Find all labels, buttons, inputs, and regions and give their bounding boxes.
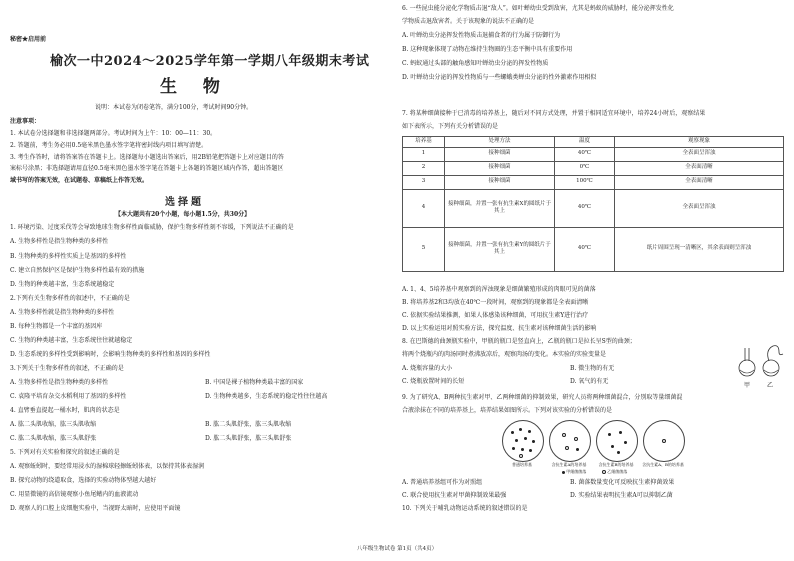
question-line: 学物质击退敌害者。关于该现象的说法不正确的是 xyxy=(402,18,535,25)
flask-label-right: 乙 xyxy=(767,382,774,389)
table-cell: 接种细菌 xyxy=(445,147,555,161)
note-line: 1. 本试卷分选择题和非选择题两部分。考试时间为上午：10：00—11：30。 xyxy=(10,130,217,137)
question-line: 10. 下列关于哺乳动物运动系统的叙述错误的是 xyxy=(402,505,528,512)
table-cell: 全表面呈浑浊 xyxy=(615,147,784,161)
question-line: 4. 直臂垂直提起一桶水时，肌肉的状态是 xyxy=(10,407,120,414)
question-line: 2.下列有关生物多样性的叙述中，不正确的是 xyxy=(10,295,130,302)
question-line: 5. 下列对有关实验和探究的叙述正确的是 xyxy=(10,449,120,456)
question-option: B. 每种生物都是一个丰富的基因库 xyxy=(10,323,103,330)
flask-label-left: 甲 xyxy=(744,382,751,389)
question-option: B. 微生物的有无 xyxy=(570,365,615,372)
question-option: C. 烧瓶放置时间的长短 xyxy=(402,378,465,385)
question-option: A. 1、4、5培养基中观察到的浑浊现象是细菌繁殖形成的肉眼可见的菌落 xyxy=(402,286,596,293)
question-line: 8. 在巴斯德的曲颈瓶实验中，甲瓶的瓶口是竖直向上，乙瓶的瓶口是拉长呈S型的曲颈； xyxy=(402,338,636,345)
note-line: 域书写的答案无效，在试题卷、草稿纸上作答无效。 xyxy=(10,177,149,184)
petri-dish-normal xyxy=(502,420,544,462)
page-footer: 八年级生物试卷 第1页（共4页） xyxy=(356,546,438,552)
question-option: C. 生物的种类越丰富，生态系统往往就越稳定 xyxy=(10,337,133,344)
question-line: 将两个烧瓶内的肉汤同时煮沸放凉后，观察肉汤的变化。本实验的实验变量是 xyxy=(402,351,607,358)
flask-illustration xyxy=(735,336,785,390)
table-row xyxy=(403,147,784,161)
petri-dish-antibiotic-ab xyxy=(643,420,685,462)
legend-b xyxy=(602,469,627,475)
question-option: D. 叶蝉幼虫分泌的挥发性物质与一些螺蛾类蝉虫分泌的性外激素作用相似 xyxy=(402,74,597,81)
question-option: B. 生物种类的多样性实质上是基因的多样性 xyxy=(10,253,127,260)
legend-a xyxy=(562,469,586,475)
question-line: 1. 环境污染、过度采伐等会导致地球生物多样性面临威胁，保护生物多样性刻不容缓，下列说法不正确的是 xyxy=(10,224,294,231)
table-row xyxy=(403,175,784,189)
question-line: 9. 为了研究A、B两种抗生素对甲、乙两种细菌的抑制效果，研究人员将两种细菌混合，分别取等量细菌混 xyxy=(402,394,683,401)
table-cell: 接种细菌，并置一张有抗生素Y的圆纸片于其上 xyxy=(445,227,555,271)
question-option: D. 观察人的口腔上皮细胞实验中，当视野太暗时，应使用平面镜 xyxy=(10,505,181,512)
question-option: A. 生物多样性就是指生物种类的多样性 xyxy=(10,309,115,316)
question-option: A. 肱二头肌收缩，肱三头肌收缩 xyxy=(10,421,97,428)
notes-heading: 注意事项： xyxy=(10,118,41,125)
table-cell: 全表面清晰 xyxy=(615,161,784,175)
dish-label: 含抗生素B的培养基 xyxy=(598,462,634,467)
question-option: A. 生物多样性是指生物种类的多样性 xyxy=(10,379,109,386)
table-cell: 40℃ xyxy=(555,147,615,161)
section-title: 选择题 xyxy=(165,197,204,208)
petri-dish-antibiotic-b xyxy=(596,420,638,462)
table-cell: 3 xyxy=(403,175,445,189)
question-option: D. 生物种类越多，生态系统的稳定性往往越高 xyxy=(205,393,328,400)
table-header: 观察现象 xyxy=(615,137,784,148)
table-cell: 全表面呈浑浊 xyxy=(615,189,784,227)
question-option: A. 普通培养基组可作为对照组 xyxy=(402,479,483,486)
note-line: 案标号涂黑；非选择题请用直径0.5毫米黑色墨水签字笔在答题卡上各题的答题区域内作答，超出答题区 xyxy=(10,165,284,172)
subject-title: 生 物 xyxy=(160,77,230,97)
question-option: D. 肱二头肌舒张，肱三头肌舒张 xyxy=(205,435,292,442)
table-cell: 0℃ xyxy=(555,161,615,175)
legend-b-label: 乙细菌菌落 xyxy=(607,469,628,474)
table-cell: 2 xyxy=(403,161,445,175)
question-line: 3.下列关于生物多样性的叙述，不正确的是 xyxy=(10,365,124,372)
table-header: 处理方法 xyxy=(445,137,555,148)
table-cell: 40℃ xyxy=(555,227,615,271)
question-option: C. 依据实验结果推测，如果人体感染该种细菌，可用抗生素Y进行治疗 xyxy=(402,312,589,319)
table-row xyxy=(403,227,784,271)
dish-label: 含抗生素A的培养基 xyxy=(551,462,587,467)
exam-description: 说明：本试卷为闭卷笔答，满分100分，考试时间90分钟。 xyxy=(95,104,253,111)
table-cell: 全表面清晰 xyxy=(615,175,784,189)
table-header-row xyxy=(403,137,784,148)
question-option: B. 将培养基2和3均放在40℃一段时间，观察到的现象都是全表面清晰 xyxy=(402,299,589,306)
table-header: 温度 xyxy=(555,137,615,148)
question-option: A. 观察蚯蚓时，要经常用浸水的湿棉球轻擦蚯蚓体表，以保持其体表湿润 xyxy=(10,463,205,470)
table-row xyxy=(403,189,784,227)
question-option: D. 实验结果表明抗生素A可以抑制乙菌 xyxy=(570,492,673,499)
question-option: C. 联合使用抗生素对甲菌抑制效果最强 xyxy=(402,492,507,499)
question-option: D. 氧气的有无 xyxy=(570,378,609,385)
question-option: B. 探究动物的绕道取食，选择的实验动物体型越大越好 xyxy=(10,477,157,484)
section-description: 【本大题共有20个小题，每小题1.5分，共30分】 xyxy=(115,211,251,218)
question-option: D. 以上实验运用对照实验方法，探究温度、抗生素对该种细菌生活的影响 xyxy=(402,325,597,332)
question-option: A. 烧瓶容量的大小 xyxy=(402,365,453,372)
question-option: C. 蚂蚁通过头部的触角感知叶蝉幼虫分泌的挥发性物质 xyxy=(402,60,549,67)
question-option: C. 建立自然保护区是保护生物多样性最有效的措施 xyxy=(10,267,145,274)
table-cell: 接种细菌 xyxy=(445,175,555,189)
table-cell: 纸片周围呈现一清晰区，其余表面则呈浑浊 xyxy=(615,227,784,271)
question-option: B. 菌落数量变化可反映抗生素抑菌效果 xyxy=(570,479,675,486)
colony-light-icon xyxy=(602,470,606,474)
question-option: C. 肱二头肌收缩，肱三头肌舒张 xyxy=(10,435,97,442)
question-option: B. 这种现象体现了动物在维持生物圈的生态平衡中具有重要作用 xyxy=(402,46,573,53)
colony-dark-icon xyxy=(562,471,565,474)
dish-label: 含抗生素A、B的培养基 xyxy=(642,462,684,467)
exam-title: 榆次一中2024～2025学年第一学期八年级期末考试 xyxy=(50,54,370,69)
question-line: 合液涂抹在不同的培养基上，培养结果如图所示。下列对该实验的分析错误的是 xyxy=(402,407,613,414)
question-option: D. 生态系统的多样性受到影响时，会影响生物种类的多样性和基因的多样性 xyxy=(10,351,211,358)
note-line: 2. 答题前，考生务必用0.5毫米黑色墨水签字笔将密封线内项目填写清楚。 xyxy=(10,142,208,149)
question-option: B. 中国是裸子植物种类最丰富的国家 xyxy=(205,379,304,386)
table-row xyxy=(403,161,784,175)
question-line: 6. 一些昆虫能分泌化学物质击退“敌人”。如叶蝉幼虫受到敌害，尤其是蚂蚁的威胁时，能分泌挥发性化 xyxy=(402,5,674,12)
table-cell: 100℃ xyxy=(555,175,615,189)
question-line: 如下表所示，下列有关分析错误的是 xyxy=(402,123,499,130)
question-option: C. 用显微镜的高倍镜观察小鱼尾鳍内的血液流动 xyxy=(10,491,139,498)
question-option: D. 生物的种类越丰富，生态系统越稳定 xyxy=(10,281,115,288)
secret-label: 秘密★启用前 xyxy=(10,36,47,43)
table-cell: 接种细菌 xyxy=(445,161,555,175)
legend-a-label: 甲细菌菌落 xyxy=(566,469,587,474)
table-header: 培养基 xyxy=(403,137,445,148)
table-cell: 40℃ xyxy=(555,189,615,227)
question-option: A. 生物多样性是指生物种类的多样性 xyxy=(10,238,109,245)
dish-label: 普通培养基 xyxy=(512,462,532,467)
question-option: B. 肱二头肌舒张，肱三头肌收缩 xyxy=(205,421,292,428)
table-cell: 4 xyxy=(403,189,445,227)
question-option: A. 叶蝉幼虫分泌挥发性物质击退捕食者的行为属于防御行为 xyxy=(402,32,561,39)
table-cell: 1 xyxy=(403,147,445,161)
table-cell: 接种细菌，并置一张有抗生素X的圆纸片于其上 xyxy=(445,189,555,227)
petri-dish-antibiotic-a xyxy=(549,420,591,462)
note-line: 3. 考生作答时，请将答案答在答题卡上。选择题每小题选出答案后，用2B铅笔把答题卡上对应题目的答 xyxy=(10,154,284,161)
experiment-table xyxy=(402,136,784,272)
table-cell: 5 xyxy=(403,227,445,271)
question-line: 7. 将某种细菌接种于已消毒的培养基上，随后对不同方式处理，并置于相同适宜环境中，培养24小时后，观察结果 xyxy=(402,110,706,117)
question-option: C. 袁隆平培育杂交水稻利用了基因的多样性 xyxy=(10,393,127,400)
